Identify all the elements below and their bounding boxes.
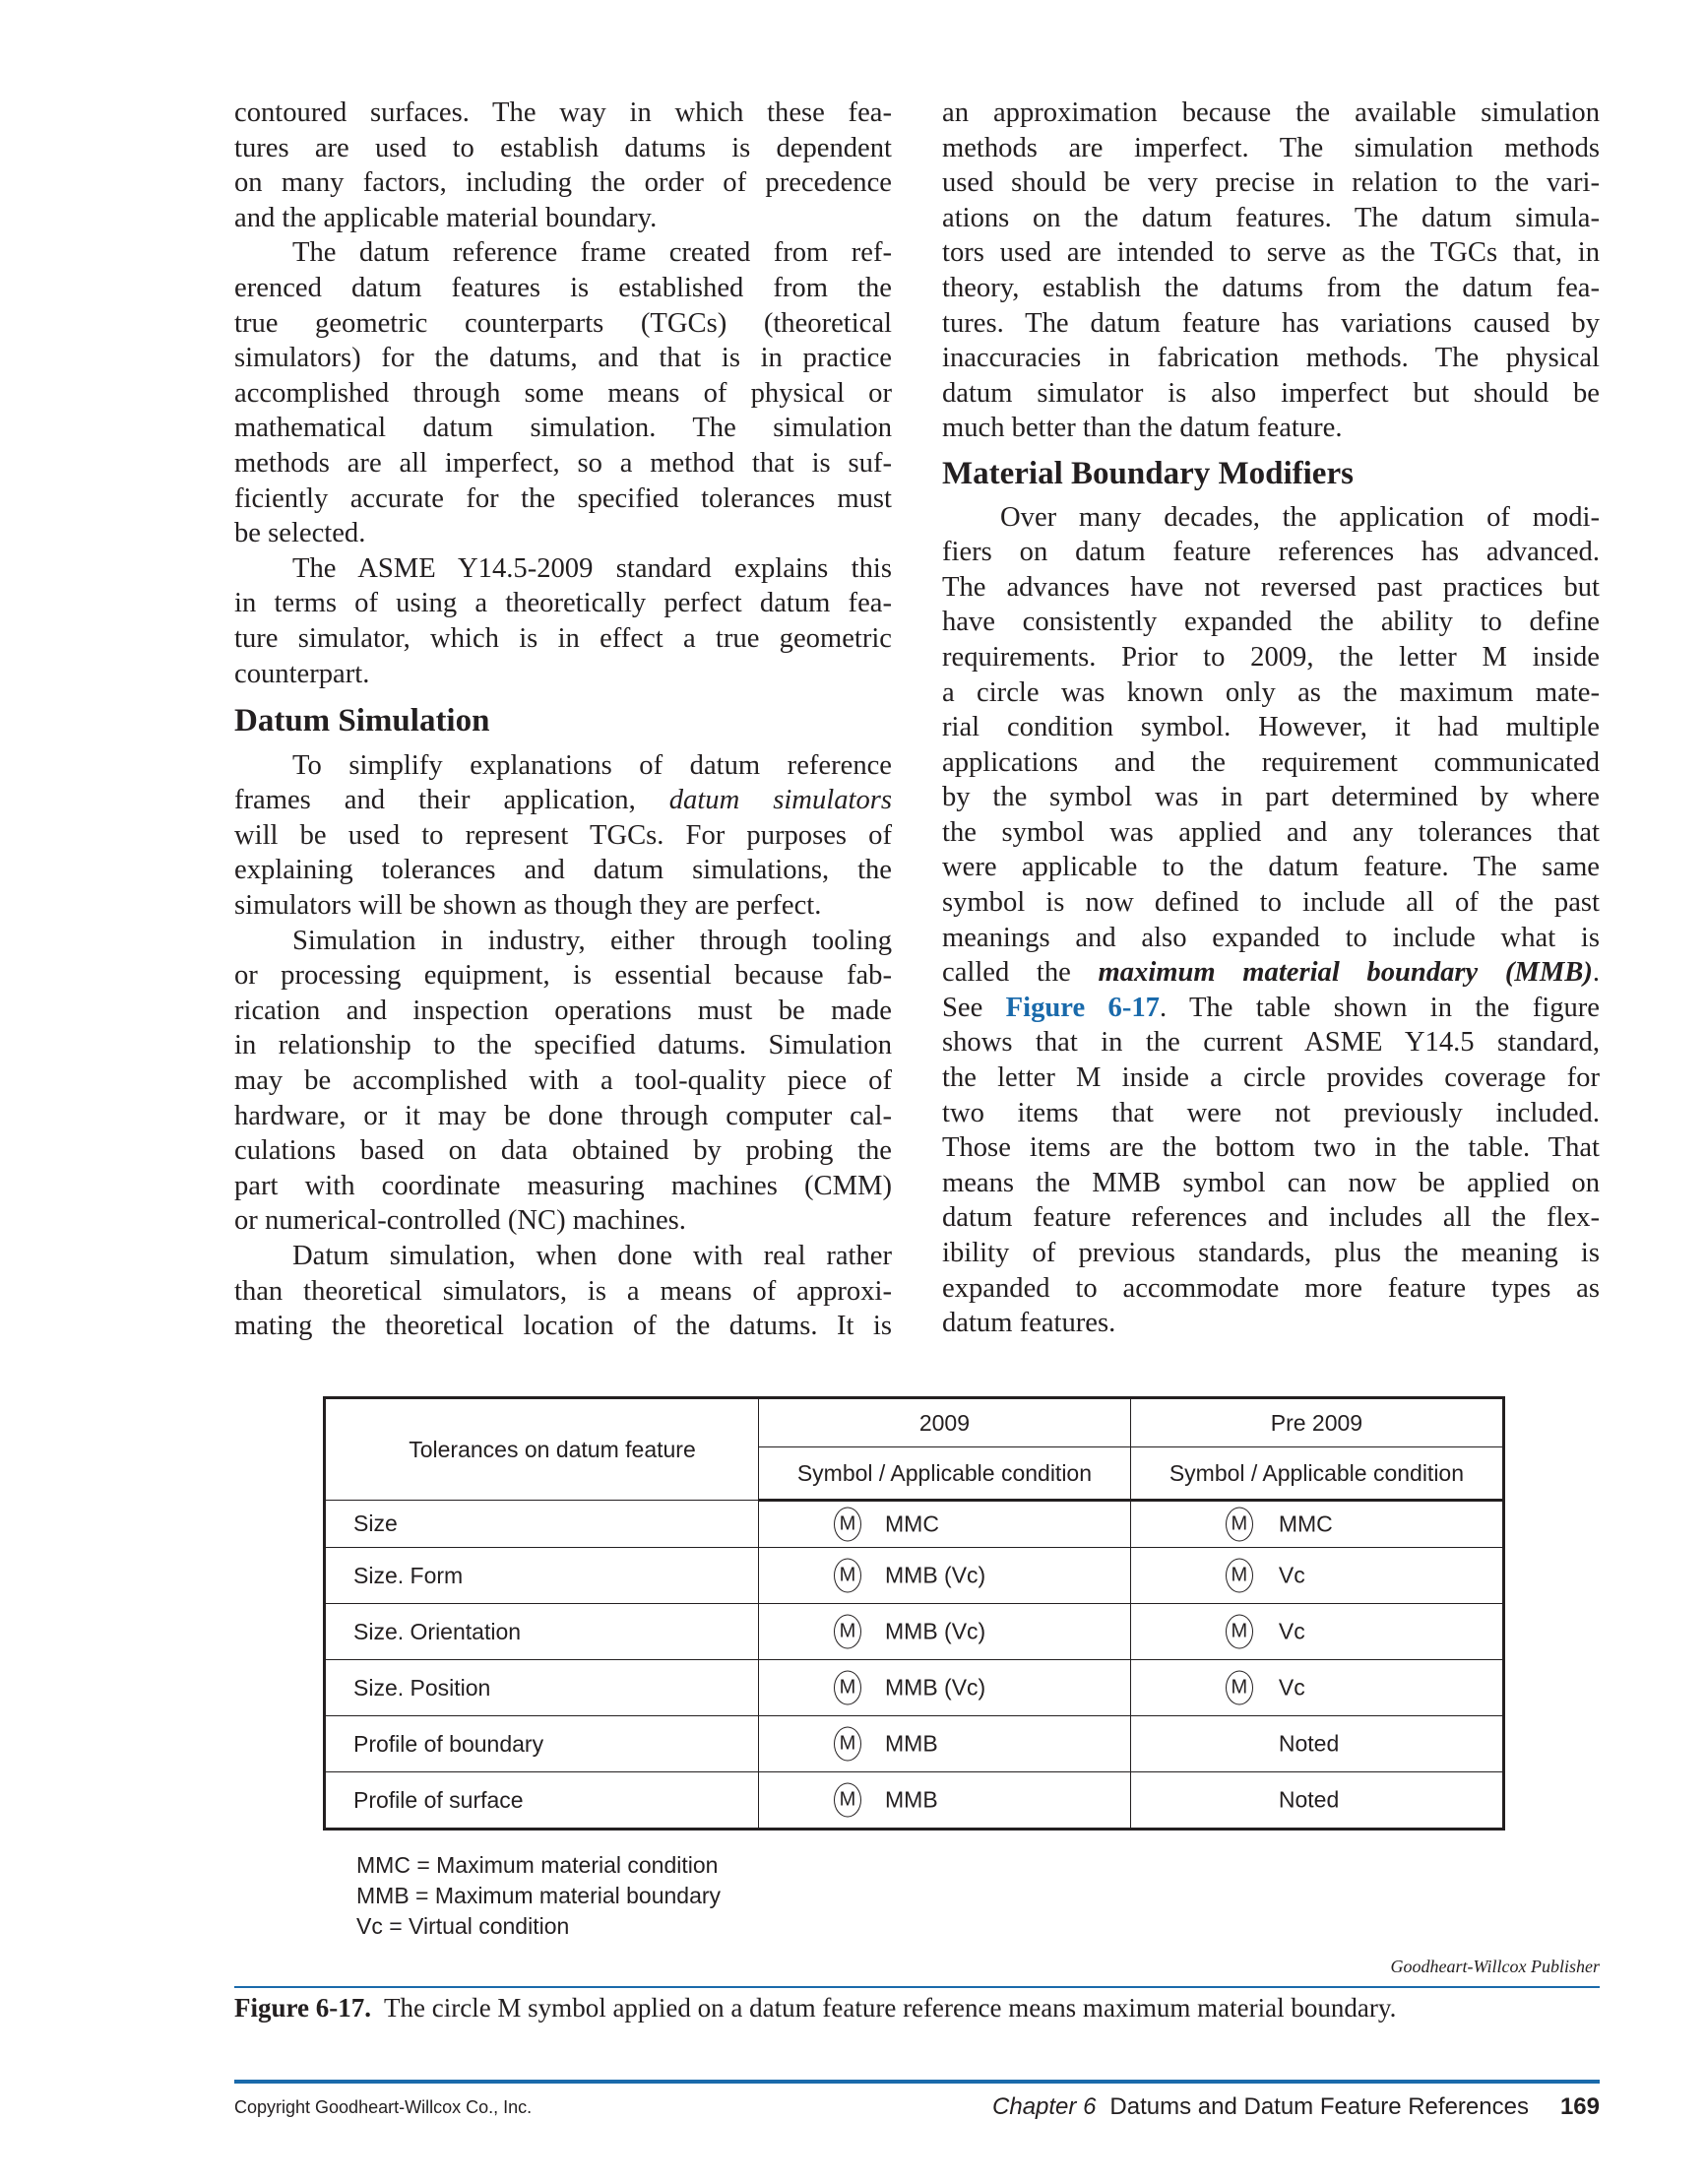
text-line: explaining tolerances and datum simulations, the — [234, 855, 892, 886]
text-span: frames and their application, — [234, 785, 669, 816]
text-line: symbol is now defined to include all of the past — [942, 887, 1600, 919]
text-line: Those items are the bottom two in the table. That — [942, 1132, 1600, 1164]
condition-2009: MMB — [885, 1730, 938, 1757]
subheader-pre-2009: Symbol / Applicable condition — [1130, 1447, 1503, 1501]
paragraph — [234, 551, 892, 691]
paragraph — [234, 924, 892, 1239]
text-line: The ASME Y14.5-2009 standard explains this — [292, 552, 892, 584]
paragraph — [942, 96, 1600, 446]
text-line: be selected. — [234, 518, 366, 549]
cell-2009 — [759, 1660, 1131, 1716]
feature-cell: Profile of surface — [325, 1772, 759, 1830]
condition-pre-2009: Vc — [1278, 1618, 1305, 1644]
text-line: much better than the datum feature. — [942, 413, 1343, 444]
text-line: Datum simulation, when done with real rather — [292, 1241, 892, 1271]
text-line: than theoretical simulators, is a means of approxi- — [234, 1275, 892, 1307]
text-line: Over many decades, the application of modi- — [1000, 501, 1600, 533]
text-line: The advances have not reversed past practices but — [942, 571, 1600, 603]
text-line: may be accomplished with a tool-quality piece of — [234, 1065, 892, 1097]
cell-pre-2009 — [1130, 1716, 1503, 1772]
figure-credit: Goodheart-Willcox Publisher — [1390, 1957, 1600, 1976]
footer-copyright: Copyright Goodheart-Willcox Co., Inc. — [234, 2097, 533, 2117]
text-line — [942, 991, 1600, 1026]
text-span: . — [1592, 957, 1600, 989]
text-line: or processing equipment, is essential because fab- — [234, 960, 892, 992]
text-line: will be used to represent TGCs. For purposes of — [234, 819, 892, 851]
text-line: datum features. — [942, 1308, 1116, 1339]
text-line: contoured surfaces. The way in which these fea- — [234, 97, 892, 128]
text-line: or numerical-controlled (NC) machines. — [234, 1205, 686, 1237]
condition-2009: MMB (Vc) — [885, 1618, 986, 1644]
text-line: mating the theoretical location of the datums. It is — [234, 1311, 892, 1342]
condition-2009: MMB (Vc) — [885, 1674, 986, 1701]
text-line: an approximation because the available simulation — [942, 97, 1600, 128]
text-span: . The table shown in the figure — [1159, 992, 1600, 1023]
condition-pre-2009: Vc — [1278, 1562, 1305, 1588]
table-row — [325, 1716, 1504, 1772]
paragraph — [234, 235, 892, 550]
italic-term: datum simulators — [668, 785, 892, 816]
text-line: datum feature references and includes all the flex- — [942, 1202, 1600, 1234]
text-line: mathematical datum simulation. The simulation — [234, 413, 892, 444]
section-heading-material-boundary-modifiers: Material Boundary Modifiers — [942, 455, 1354, 491]
circle-m-symbol-icon: M — [834, 1508, 861, 1542]
page-number: 169 — [1559, 2093, 1600, 2120]
figure-table — [323, 1396, 1505, 1831]
text-line: meanings and also expanded to include what is — [942, 922, 1600, 953]
circle-m-symbol-icon: M — [1226, 1615, 1253, 1649]
text-line: were applicable to the datum feature. The same — [942, 852, 1600, 883]
feature-cell: Size. Form — [325, 1548, 759, 1604]
text-line: expanded to accommodate more feature types as — [942, 1272, 1600, 1304]
text-line: methods are imperfect. The simulation methods — [942, 132, 1600, 163]
table-row — [325, 1660, 1504, 1716]
text-line: ficiently accurate for the specified tolerances must — [234, 482, 892, 514]
figure-caption — [234, 1993, 1396, 2023]
text-line: simulators) for the datums, and that is in practice — [234, 343, 892, 374]
text-line: accomplished through some means of physical or — [234, 377, 892, 409]
text-line: the symbol was applied and any tolerances that — [942, 816, 1600, 848]
text-line: in relationship to the specified datums. Simulation — [234, 1030, 892, 1061]
caption-label: Figure 6-17. — [234, 1993, 371, 2023]
text-line: two items that were not previously included. — [942, 1097, 1600, 1128]
legend-item: MMC = Maximum material condition — [356, 1852, 719, 1878]
text-line: methods are all imperfect, so a method that is suf- — [234, 447, 892, 479]
condition-pre-2009: Vc — [1278, 1674, 1305, 1701]
column-header-pre-2009: Pre 2009 — [1130, 1398, 1503, 1447]
paragraph — [234, 748, 892, 924]
figure-legend — [356, 1850, 721, 1942]
circle-m-symbol-icon: M — [834, 1671, 861, 1705]
legend-item: Vc = Virtual condition — [356, 1913, 570, 1939]
text-line: theory, establish the datums from the datum fea- — [942, 272, 1600, 303]
defined-term: maximum material boundary (MMB) — [1098, 957, 1593, 989]
circle-m-symbol-icon: M — [1226, 1671, 1253, 1705]
text-line: simulators will be shown as though they are perfect. — [234, 890, 822, 922]
text-line — [942, 955, 1600, 991]
circle-m-symbol-icon: M — [834, 1615, 861, 1649]
text-line: requirements. Prior to 2009, the letter M inside — [942, 641, 1600, 673]
text-line: rial condition symbol. However, it had multiple — [942, 712, 1600, 743]
condition-pre-2009: Noted — [1278, 1730, 1340, 1757]
column-header-feature: Tolerances on datum feature — [325, 1398, 759, 1501]
left-column — [234, 96, 892, 1344]
condition-2009: MMB — [885, 1786, 938, 1813]
figure-reference-link[interactable]: Figure 6-17 — [1005, 992, 1160, 1023]
text-line: in terms of using a theoretically perfect datum fea- — [234, 588, 892, 619]
table-row — [325, 1604, 1504, 1660]
text-line: and the applicable material boundary. — [234, 202, 658, 233]
cell-2009 — [759, 1772, 1131, 1830]
circle-m-symbol-icon: M — [834, 1783, 861, 1818]
footer-chapter: Chapter 6 — [992, 2093, 1097, 2120]
condition-2009: MMC — [885, 1510, 939, 1537]
text-line: by the symbol was in part determined by where — [942, 782, 1600, 813]
table-row — [325, 1772, 1504, 1830]
circle-m-symbol-icon: M — [834, 1559, 861, 1593]
cell-pre-2009 — [1130, 1548, 1503, 1604]
text-line: tors used are intended to serve as the TGCs that, in — [942, 237, 1600, 269]
cell-2009 — [759, 1716, 1131, 1772]
footer-rule — [234, 2080, 1600, 2084]
text-line: part with coordinate measuring machines (CMM) — [234, 1170, 892, 1201]
cell-pre-2009 — [1130, 1660, 1503, 1716]
text-line: the letter M inside a circle provides coverage for — [942, 1062, 1600, 1094]
feature-cell: Size. Orientation — [325, 1604, 759, 1660]
text-line: shows that in the current ASME Y14.5 standard, — [942, 1027, 1600, 1059]
text-line: To simplify explanations of datum reference — [292, 749, 892, 781]
feature-cell: Size — [325, 1501, 759, 1548]
text-line: The datum reference frame created from ref- — [292, 237, 892, 269]
feature-cell: Size. Position — [325, 1660, 759, 1716]
condition-pre-2009: Noted — [1278, 1786, 1340, 1813]
column-header-2009: 2009 — [759, 1398, 1131, 1447]
text-line: culations based on data obtained by probing the — [234, 1135, 892, 1167]
cell-2009 — [759, 1604, 1131, 1660]
text-line: Simulation in industry, either through tooling — [292, 925, 892, 956]
subheader-2009: Symbol / Applicable condition — [759, 1447, 1131, 1501]
text-line: rication and inspection operations must be made — [234, 995, 892, 1026]
table-row — [325, 1548, 1504, 1604]
text-line: a circle was known only as the maximum mate- — [942, 676, 1600, 708]
text-line: tures. The datum feature has variations caused by — [942, 307, 1600, 339]
text-line: means the MMB symbol can now be applied on — [942, 1167, 1600, 1198]
caption-rule — [234, 1986, 1600, 1988]
footer-running-head — [992, 2093, 1600, 2121]
caption-text: The circle M symbol applied on a datum feature reference means maximum material boundary. — [384, 1993, 1397, 2023]
footer-chapter-title: Datums and Datum Feature References — [1109, 2093, 1529, 2120]
cell-pre-2009 — [1130, 1772, 1503, 1830]
paragraph — [234, 96, 892, 235]
text-line: have consistently expanded the ability to define — [942, 607, 1600, 638]
text-line: counterpart. — [234, 658, 370, 689]
text-line: ture simulator, which is in effect a true geometric — [234, 622, 892, 654]
text-line: erenced datum features is established from the — [234, 272, 892, 303]
text-line: inaccuracies in fabrication methods. The physical — [942, 343, 1600, 374]
right-column — [942, 96, 1600, 1341]
cell-pre-2009 — [1130, 1501, 1503, 1548]
cell-2009 — [759, 1548, 1131, 1604]
section-heading-datum-simulation: Datum Simulation — [234, 703, 490, 739]
text-span: called the — [942, 957, 1099, 989]
text-line: ibility of previous standards, plus the meaning is — [942, 1238, 1600, 1268]
text-line: true geometric counterparts (TGCs) (theoretical — [234, 307, 892, 339]
cell-2009 — [759, 1501, 1131, 1548]
paragraph — [234, 1239, 892, 1344]
text-line: hardware, or it may be done through computer cal- — [234, 1100, 892, 1131]
text-line: applications and the requirement communicated — [942, 746, 1600, 778]
text-line: fiers on datum feature references has advanced. — [942, 537, 1600, 568]
text-line: datum simulator is also imperfect but should be — [942, 377, 1600, 409]
circle-m-symbol-icon: M — [1226, 1508, 1253, 1542]
paragraph — [942, 500, 1600, 1341]
circle-m-symbol-icon: M — [1226, 1559, 1253, 1593]
text-line: ations on the datum features. The datum simula- — [942, 202, 1600, 233]
feature-cell: Profile of boundary — [325, 1716, 759, 1772]
legend-item: MMB = Maximum material boundary — [356, 1883, 722, 1908]
circle-m-symbol-icon: M — [834, 1727, 861, 1762]
text-line — [234, 783, 892, 818]
text-line: used should be very precise in relation to the vari- — [942, 167, 1600, 199]
text-line: on many factors, including the order of precedence — [234, 167, 892, 199]
text-span: See — [942, 992, 1006, 1023]
condition-2009: MMB (Vc) — [885, 1562, 986, 1588]
text-line: tures are used to establish datums is dependent — [234, 132, 892, 163]
condition-pre-2009: MMC — [1278, 1510, 1333, 1537]
cell-pre-2009 — [1130, 1604, 1503, 1660]
table-row — [325, 1501, 1504, 1548]
